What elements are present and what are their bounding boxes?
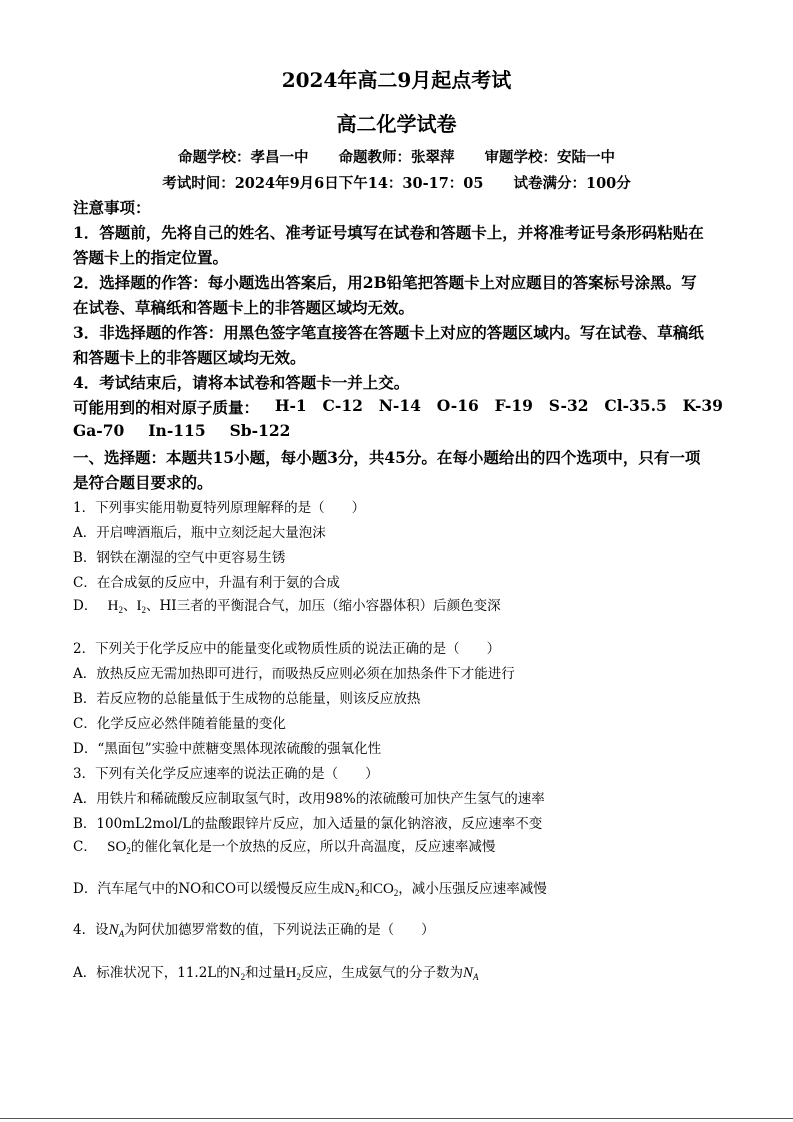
question-1-option-d: D． $H_2$、$I_2$、HI三者的平衡混合气，加压（缩小容器体积）后颜色变深 (73, 598, 501, 615)
note-3-line-2: 和答题卡上的非答题区域均无效。 (73, 348, 306, 367)
proposition-school: 命题学校：孝昌一中 (178, 149, 309, 166)
note-1-line-1: 1．答题前，先将自己的姓名、准考证号填写在试卷和答题卡上，并将准考证号条形码粘贴在 (73, 223, 704, 242)
avogadro-constant-symbol: $N_A$ (462, 965, 479, 982)
atomic-mass: In-115 (148, 421, 206, 440)
note-4-line-1: 4．考试结束后，请将本试卷和答题卡一并上交。 (73, 373, 410, 392)
question-2-option-b: B．若反应物的总能量低于生成物的总能量，则该反应放热 (73, 691, 421, 707)
atomic-mass: Ga-70 (73, 421, 125, 440)
note-1-line-2: 答题卡上的指定位置。 (73, 248, 229, 267)
exam-info-line-1 (0, 146, 793, 167)
proposition-teacher: 命题教师：张翠萍 (338, 149, 455, 166)
atomic-mass: Cl-35.5 (604, 396, 667, 415)
formula-co2: $CO_2$ (372, 881, 399, 898)
atomic-mass: Sb-122 (229, 421, 291, 440)
page-bottom-rule (0, 1118, 793, 1119)
question-3-option-d: D．汽车尾气中的NO和CO可以缓慢反应生成$N_2$和$CO_2$，减小压强反应速率减慢 (73, 881, 547, 898)
question-4-option-a: A．标准状况下，11.2L的$N_2$和过量$H_2$反应，生成氨气的分子数为$N_A$ (73, 965, 479, 982)
notes-heading: 注意事项： (73, 198, 151, 217)
exam-time: 考试时间：2024年9月6日下午14：30-17：05 (162, 175, 484, 192)
formula-h2: $H_2$ (285, 965, 301, 982)
atomic-mass: N-14 (378, 396, 421, 415)
avogadro-constant-symbol: $N_A$ (108, 922, 125, 939)
atomic-mass: H-1 (274, 396, 307, 415)
question-1-option-b: B．钢铁在潮湿的空气中更容易生锈 (73, 550, 286, 566)
question-3-option-c: C． $SO_2$的催化氧化是一个放热的反应，所以升高温度，反应速率减慢 (73, 839, 496, 856)
question-2-option-d: D．“黑面包”实验中蔗糖变黑体现浓硫酸的强氧化性 (73, 741, 382, 757)
paper-title: 高二化学试卷 (336, 112, 457, 136)
question-2-option-a: A．放热反应无需加热即可进行，而吸热反应则必须在加热条件下才能进行 (73, 666, 515, 682)
section-1-line-2: 是符合题目要求的。 (73, 473, 213, 492)
section-1-line-1: 一、选择题：本题共15小题，每小题3分，共45分。在每小题给出的四个选项中，只有一项 (73, 448, 701, 467)
question-1-stem: 1．下列事实能用勒夏特列原理解释的是（ ） (73, 500, 366, 516)
atomic-masses-row-1 (73, 396, 723, 418)
exam-info-line-2 (0, 172, 793, 193)
atomic-mass: K-39 (682, 396, 723, 415)
atomic-masses-row-2 (73, 421, 290, 440)
question-2-option-c: C．化学反应必然伴随着能量的变化 (73, 716, 286, 732)
formula-n2: $N_2$ (344, 881, 360, 898)
atomic-mass: F-19 (494, 396, 533, 415)
full-score: 试卷满分：100分 (513, 175, 631, 192)
question-3-option-b: B．100mL2mol/L的盐酸跟锌片反应，加入适量的氯化钠溶液，反应速率不变 (73, 816, 543, 832)
question-4-stem: 4．设$N_A$为阿伏加德罗常数的值，下列说法正确的是（ ） (73, 922, 435, 939)
exam-title: 2024年高二9月起点考试 (281, 68, 512, 92)
review-school: 审题学校：安陆一中 (484, 149, 615, 166)
question-2-stem: 2．下列关于化学反应中的能量变化或物质性质的说法正确的是（ ） (73, 641, 501, 657)
question-1-option-a: A．开启啤酒瓶后，瓶中立刻泛起大量泡沫 (73, 525, 326, 541)
formula-i2: $I_2$ (136, 598, 146, 615)
atomic-mass: C-12 (322, 396, 363, 415)
note-2-line-2: 在试卷、草稿纸和答题卡上的非答题区域均无效。 (73, 298, 415, 317)
formula-h2: $H_2$ (107, 598, 123, 615)
atomic-masses-label: 可能用到的相对原子质量： (73, 398, 260, 417)
formula-n2: $N_2$ (229, 965, 246, 982)
note-3-line-1: 3．非选择题的作答：用黑色签字笔直接答在答题卡上对应的答题区域内。写在试卷、草稿纸 (73, 323, 704, 342)
question-1-option-c: C．在合成氨的反应中，升温有利于氨的合成 (73, 575, 340, 591)
atomic-mass: S-32 (548, 396, 589, 415)
question-3-stem: 3．下列有关化学反应速率的说法正确的是（ ） (73, 766, 379, 782)
note-2-line-1: 2．选择题的作答：每小题选出答案后，用2B铅笔把答题卡上对应题目的答案标号涂黑。写 (73, 273, 697, 292)
atomic-mass: O-16 (436, 396, 479, 415)
formula-so2: $SO_2$ (107, 839, 131, 856)
question-3-option-a: A．用铁片和稀硫酸反应制取氢气时，改用98%的浓硫酸可加快产生氢气的速率 (73, 791, 545, 807)
